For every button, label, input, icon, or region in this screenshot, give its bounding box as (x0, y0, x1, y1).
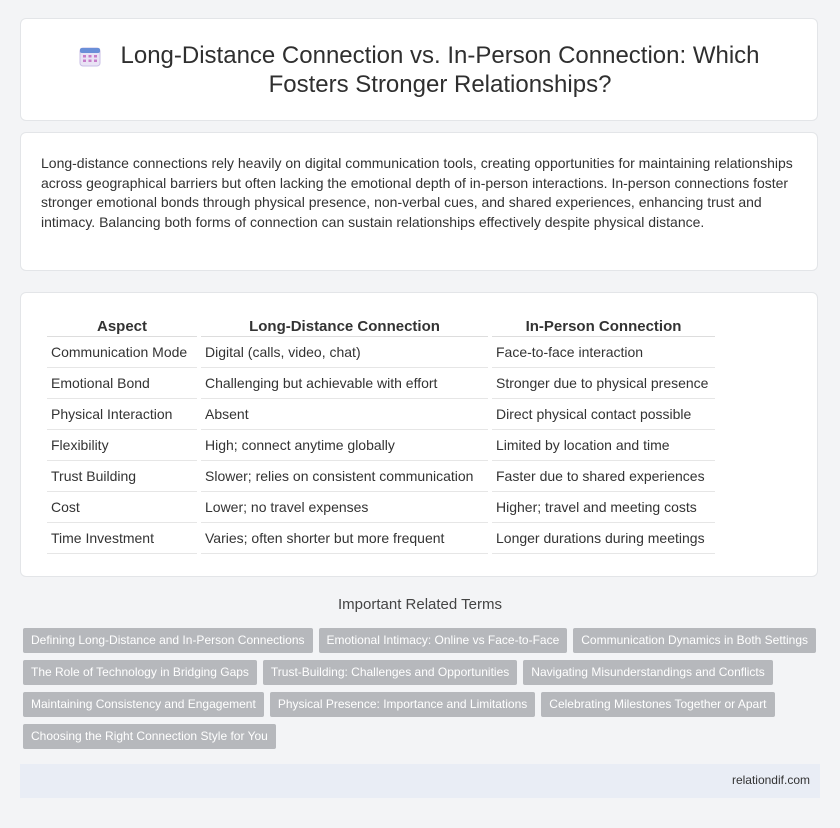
related-term-tag[interactable]: Defining Long-Distance and In-Person Connections (23, 628, 313, 653)
cell-in-person: Face-to-face interaction (492, 337, 715, 368)
comparison-table-card (20, 292, 818, 577)
cell-long-distance: Challenging but achievable with effort (201, 368, 488, 399)
table-row (47, 430, 715, 461)
cell-aspect: Time Investment (47, 523, 197, 554)
header-aspect: Aspect (47, 314, 197, 337)
cell-long-distance: Slower; relies on consistent communication (201, 461, 488, 492)
related-terms-title: Important Related Terms (338, 596, 502, 613)
footer-site[interactable]: relationdif.com (731, 773, 810, 787)
related-term-tag[interactable]: The Role of Technology in Bridging Gaps (23, 660, 257, 685)
related-term-tag[interactable]: Physical Presence: Importance and Limitations (270, 692, 535, 717)
cell-aspect: Emotional Bond (47, 368, 197, 399)
cell-in-person: Direct physical contact possible (492, 399, 715, 430)
cell-in-person: Limited by location and time (492, 430, 715, 461)
cell-aspect: Cost (47, 492, 197, 523)
cell-aspect: Communication Mode (47, 337, 197, 368)
page-title-line1: Long-Distance Connection vs. In-Person Connection: Which (120, 41, 760, 69)
header-long-distance: Long-Distance Connection (201, 314, 488, 337)
cell-aspect: Flexibility (47, 430, 197, 461)
cell-aspect: Trust Building (47, 461, 197, 492)
calendar-icon (79, 45, 101, 67)
footer (20, 764, 820, 798)
intro-card (20, 132, 818, 271)
table-row (47, 337, 715, 368)
table-row (47, 523, 715, 554)
related-term-tag[interactable]: Trust-Building: Challenges and Opportunities (263, 660, 517, 685)
related-term-tag[interactable]: Choosing the Right Connection Style for You (23, 724, 276, 749)
header-in-person: In-Person Connection (492, 314, 715, 337)
comparison-table (43, 314, 719, 554)
related-term-tag[interactable]: Navigating Misunderstandings and Conflicts (523, 660, 772, 685)
table-row (47, 461, 715, 492)
cell-long-distance: Digital (calls, video, chat) (201, 337, 488, 368)
cell-in-person: Higher; travel and meeting costs (492, 492, 715, 523)
table-header-row (47, 314, 715, 337)
cell-in-person: Stronger due to physical presence (492, 368, 715, 399)
related-term-tag[interactable]: Communication Dynamics in Both Settings (573, 628, 816, 653)
cell-aspect: Physical Interaction (47, 399, 197, 430)
table-row (47, 492, 715, 523)
cell-long-distance: Absent (201, 399, 488, 430)
title-card (20, 18, 818, 121)
table-row (47, 368, 715, 399)
related-term-tag[interactable]: Emotional Intimacy: Online vs Face-to-Face (319, 628, 568, 653)
cell-in-person: Longer durations during meetings (492, 523, 715, 554)
related-term-tag[interactable]: Celebrating Milestones Together or Apart (541, 692, 774, 717)
page-title (121, 41, 760, 99)
cell-in-person: Faster due to shared experiences (492, 461, 715, 492)
related-terms-list (23, 628, 823, 756)
table-row (47, 399, 715, 430)
cell-long-distance: Lower; no travel expenses (201, 492, 488, 523)
related-term-tag[interactable]: Maintaining Consistency and Engagement (23, 692, 264, 717)
page-title-line2: Fosters Stronger Relationships? (268, 70, 612, 98)
intro-paragraph: Long-distance connections rely heavily on digital communication tools, creating opportunities for maintaining relationships across geographical barriers but often lacking the emotional depth of in-person interactions. In-person connections foster stronger emotional bonds through physical presence, non-verbal cues, and shared experiences, enhancing trust and intimacy. Balancing both forms of connection can sustain relationships effectively despite physical distance. (41, 155, 793, 230)
cell-long-distance: Varies; often shorter but more frequent (201, 523, 488, 554)
cell-long-distance: High; connect anytime globally (201, 430, 488, 461)
